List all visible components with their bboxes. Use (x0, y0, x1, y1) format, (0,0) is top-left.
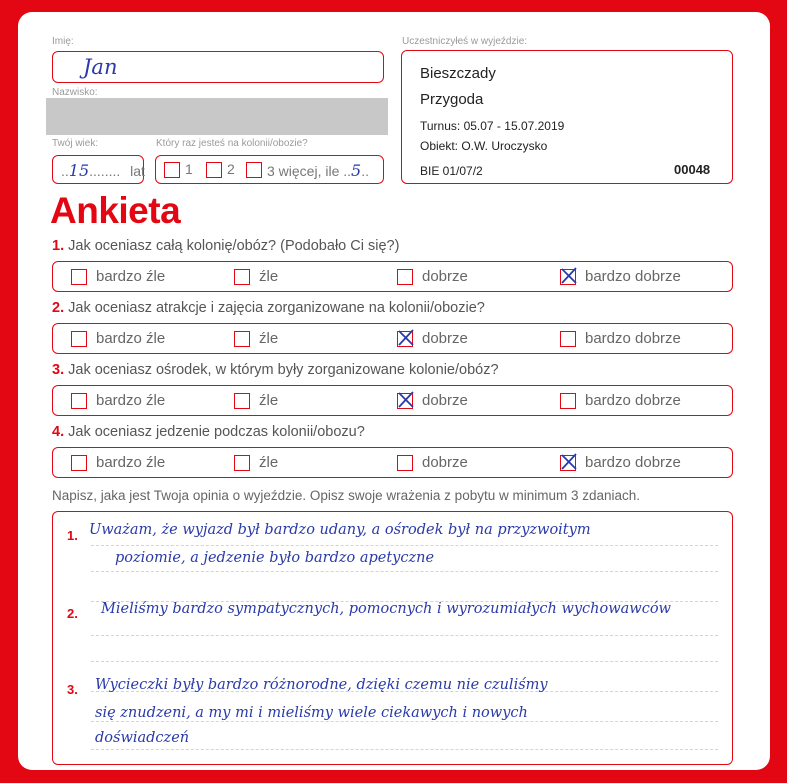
answer-1-line-2: poziomie, a jedzenie było bardzo apetyczne (115, 550, 435, 566)
times-checkbox-3[interactable] (246, 162, 262, 178)
trip-box (401, 50, 733, 184)
check-mark-icon (396, 328, 416, 348)
question-1-checkbox-1[interactable] (71, 269, 87, 285)
question-3-checkbox-2[interactable] (234, 393, 250, 409)
check-mark-icon (396, 390, 416, 410)
question-3-checkbox-4[interactable] (560, 393, 576, 409)
survey-sheet (18, 12, 770, 770)
question-4-option-4-label: bardzo dobrze (585, 454, 681, 471)
question-4-checkbox-2[interactable] (234, 455, 250, 471)
answer-3-line-1: Wycieczki były bardzo różnorodne, dzięki czemu nie czuliśmy (95, 677, 548, 693)
times-more-label: 3 więcej, ile (267, 163, 340, 179)
name-field[interactable] (52, 51, 384, 83)
question-3-text: Jak oceniasz ośrodek, w którym były zorganizowane kolonie/obóz? (68, 362, 499, 378)
question-1-options (52, 261, 733, 292)
check-mark-icon (559, 266, 579, 286)
question-1-checkbox-4[interactable] (560, 269, 576, 285)
trip-turnus: Turnus: 05.07 - 15.07.2019 (420, 119, 565, 133)
question-2-option-4-label: bardzo dobrze (585, 330, 681, 347)
question-2-option-2-label: źle (259, 330, 279, 347)
name-label: Imię: (52, 36, 74, 47)
question-3-options (52, 385, 733, 416)
age-field[interactable]: ..15........ lat (52, 155, 144, 184)
surname-label: Nazwisko: (52, 87, 98, 98)
trip-number: 00048 (674, 162, 711, 177)
question-4-options (52, 447, 733, 478)
answer-2-number: 2. (67, 606, 78, 621)
answer-3-number: 3. (67, 682, 78, 697)
times-label: Który raz jesteś na kolonii/obozie? (156, 138, 308, 149)
answer-3-line-3: doświadczeń (95, 730, 190, 746)
trip-name: Bieszczady (420, 65, 496, 82)
question-1-text: Jak oceniasz całą kolonię/obóz? (Podobało Ci się?) (68, 238, 400, 254)
question-3 (52, 362, 499, 378)
question-4-option-1-label: bardzo źle (96, 454, 166, 471)
question-4-option-2-label: źle (259, 454, 279, 471)
times-count-value: 5 (351, 161, 362, 180)
question-2-option-1-label: bardzo źle (96, 330, 166, 347)
age-unit: lat (130, 163, 145, 179)
trip-label: Uczestniczyłeś w wyjeździe: (402, 36, 528, 47)
question-3-option-4-label: bardzo dobrze (585, 392, 681, 409)
name-value: Jan (83, 55, 118, 79)
age-value: 15 (68, 161, 90, 180)
question-3-checkbox-1[interactable] (71, 393, 87, 409)
question-1-option-4-label: bardzo dobrze (585, 268, 681, 285)
question-4-checkbox-1[interactable] (71, 455, 87, 471)
answer-3-line-2: się znudzeni, a my mi i mieliśmy wiele ciekawych i nowych (95, 705, 528, 721)
question-3-checkbox-3[interactable] (397, 393, 413, 409)
opinion-prompt: Napisz, jaka jest Twoja opinia o wyjeździe. Opisz swoje wrażenia z pobytu w minimum 3 zdaniach. (52, 488, 641, 503)
question-2-checkbox-1[interactable] (71, 331, 87, 347)
question-2-options (52, 323, 733, 354)
question-1 (52, 238, 399, 254)
survey-title: Ankieta (50, 190, 181, 231)
question-3-option-2-label: źle (259, 392, 279, 409)
question-2 (52, 300, 485, 316)
check-mark-icon (559, 452, 579, 472)
answer-1-line-1: Uważam, że wyjazd był bardzo udany, a ośrodek był na przyzwoitym (89, 522, 591, 538)
times-checkbox-1[interactable] (164, 162, 180, 178)
trip-program: Przygoda (420, 91, 484, 108)
question-1-checkbox-3[interactable] (397, 269, 413, 285)
question-4-option-3-label: dobrze (422, 454, 468, 471)
question-2-option-3-label: dobrze (422, 330, 468, 347)
question-2-number: 2. (52, 300, 65, 316)
question-1-checkbox-2[interactable] (234, 269, 250, 285)
surname-redacted (46, 98, 388, 135)
question-3-option-1-label: bardzo źle (96, 392, 166, 409)
question-2-checkbox-4[interactable] (560, 331, 576, 347)
question-3-number: 3. (52, 362, 65, 378)
question-4-checkbox-4[interactable] (560, 455, 576, 471)
answer-2-line-1: Mieliśmy bardzo sympatycznych, pomocnych i wyrozumiałych wychowawców (101, 601, 671, 617)
question-2-text: Jak oceniasz atrakcje i zajęcia zorganizowane na kolonii/obozie? (68, 300, 485, 316)
question-2-checkbox-3[interactable] (397, 331, 413, 347)
question-2-checkbox-2[interactable] (234, 331, 250, 347)
trip-code: BIE 01/07/2 (420, 164, 483, 178)
question-3-option-3-label: dobrze (422, 392, 468, 409)
question-4-number: 4. (52, 424, 65, 440)
times-field: 1 2 3 więcej, ile ..5.. (155, 155, 384, 184)
times-checkbox-2[interactable] (206, 162, 222, 178)
answer-1-number: 1. (67, 528, 78, 543)
question-4-text: Jak oceniasz jedzenie podczas kolonii/obozu? (68, 424, 365, 440)
question-1-option-2-label: źle (259, 268, 279, 285)
age-label: Twój wiek: (52, 138, 99, 149)
opinion-box[interactable] (52, 511, 733, 765)
question-4-checkbox-3[interactable] (397, 455, 413, 471)
question-1-option-1-label: bardzo źle (96, 268, 166, 285)
question-1-number: 1. (52, 238, 65, 254)
trip-obiekt: Obiekt: O.W. Uroczysko (420, 139, 548, 153)
question-4 (52, 424, 365, 440)
question-1-option-3-label: dobrze (422, 268, 468, 285)
